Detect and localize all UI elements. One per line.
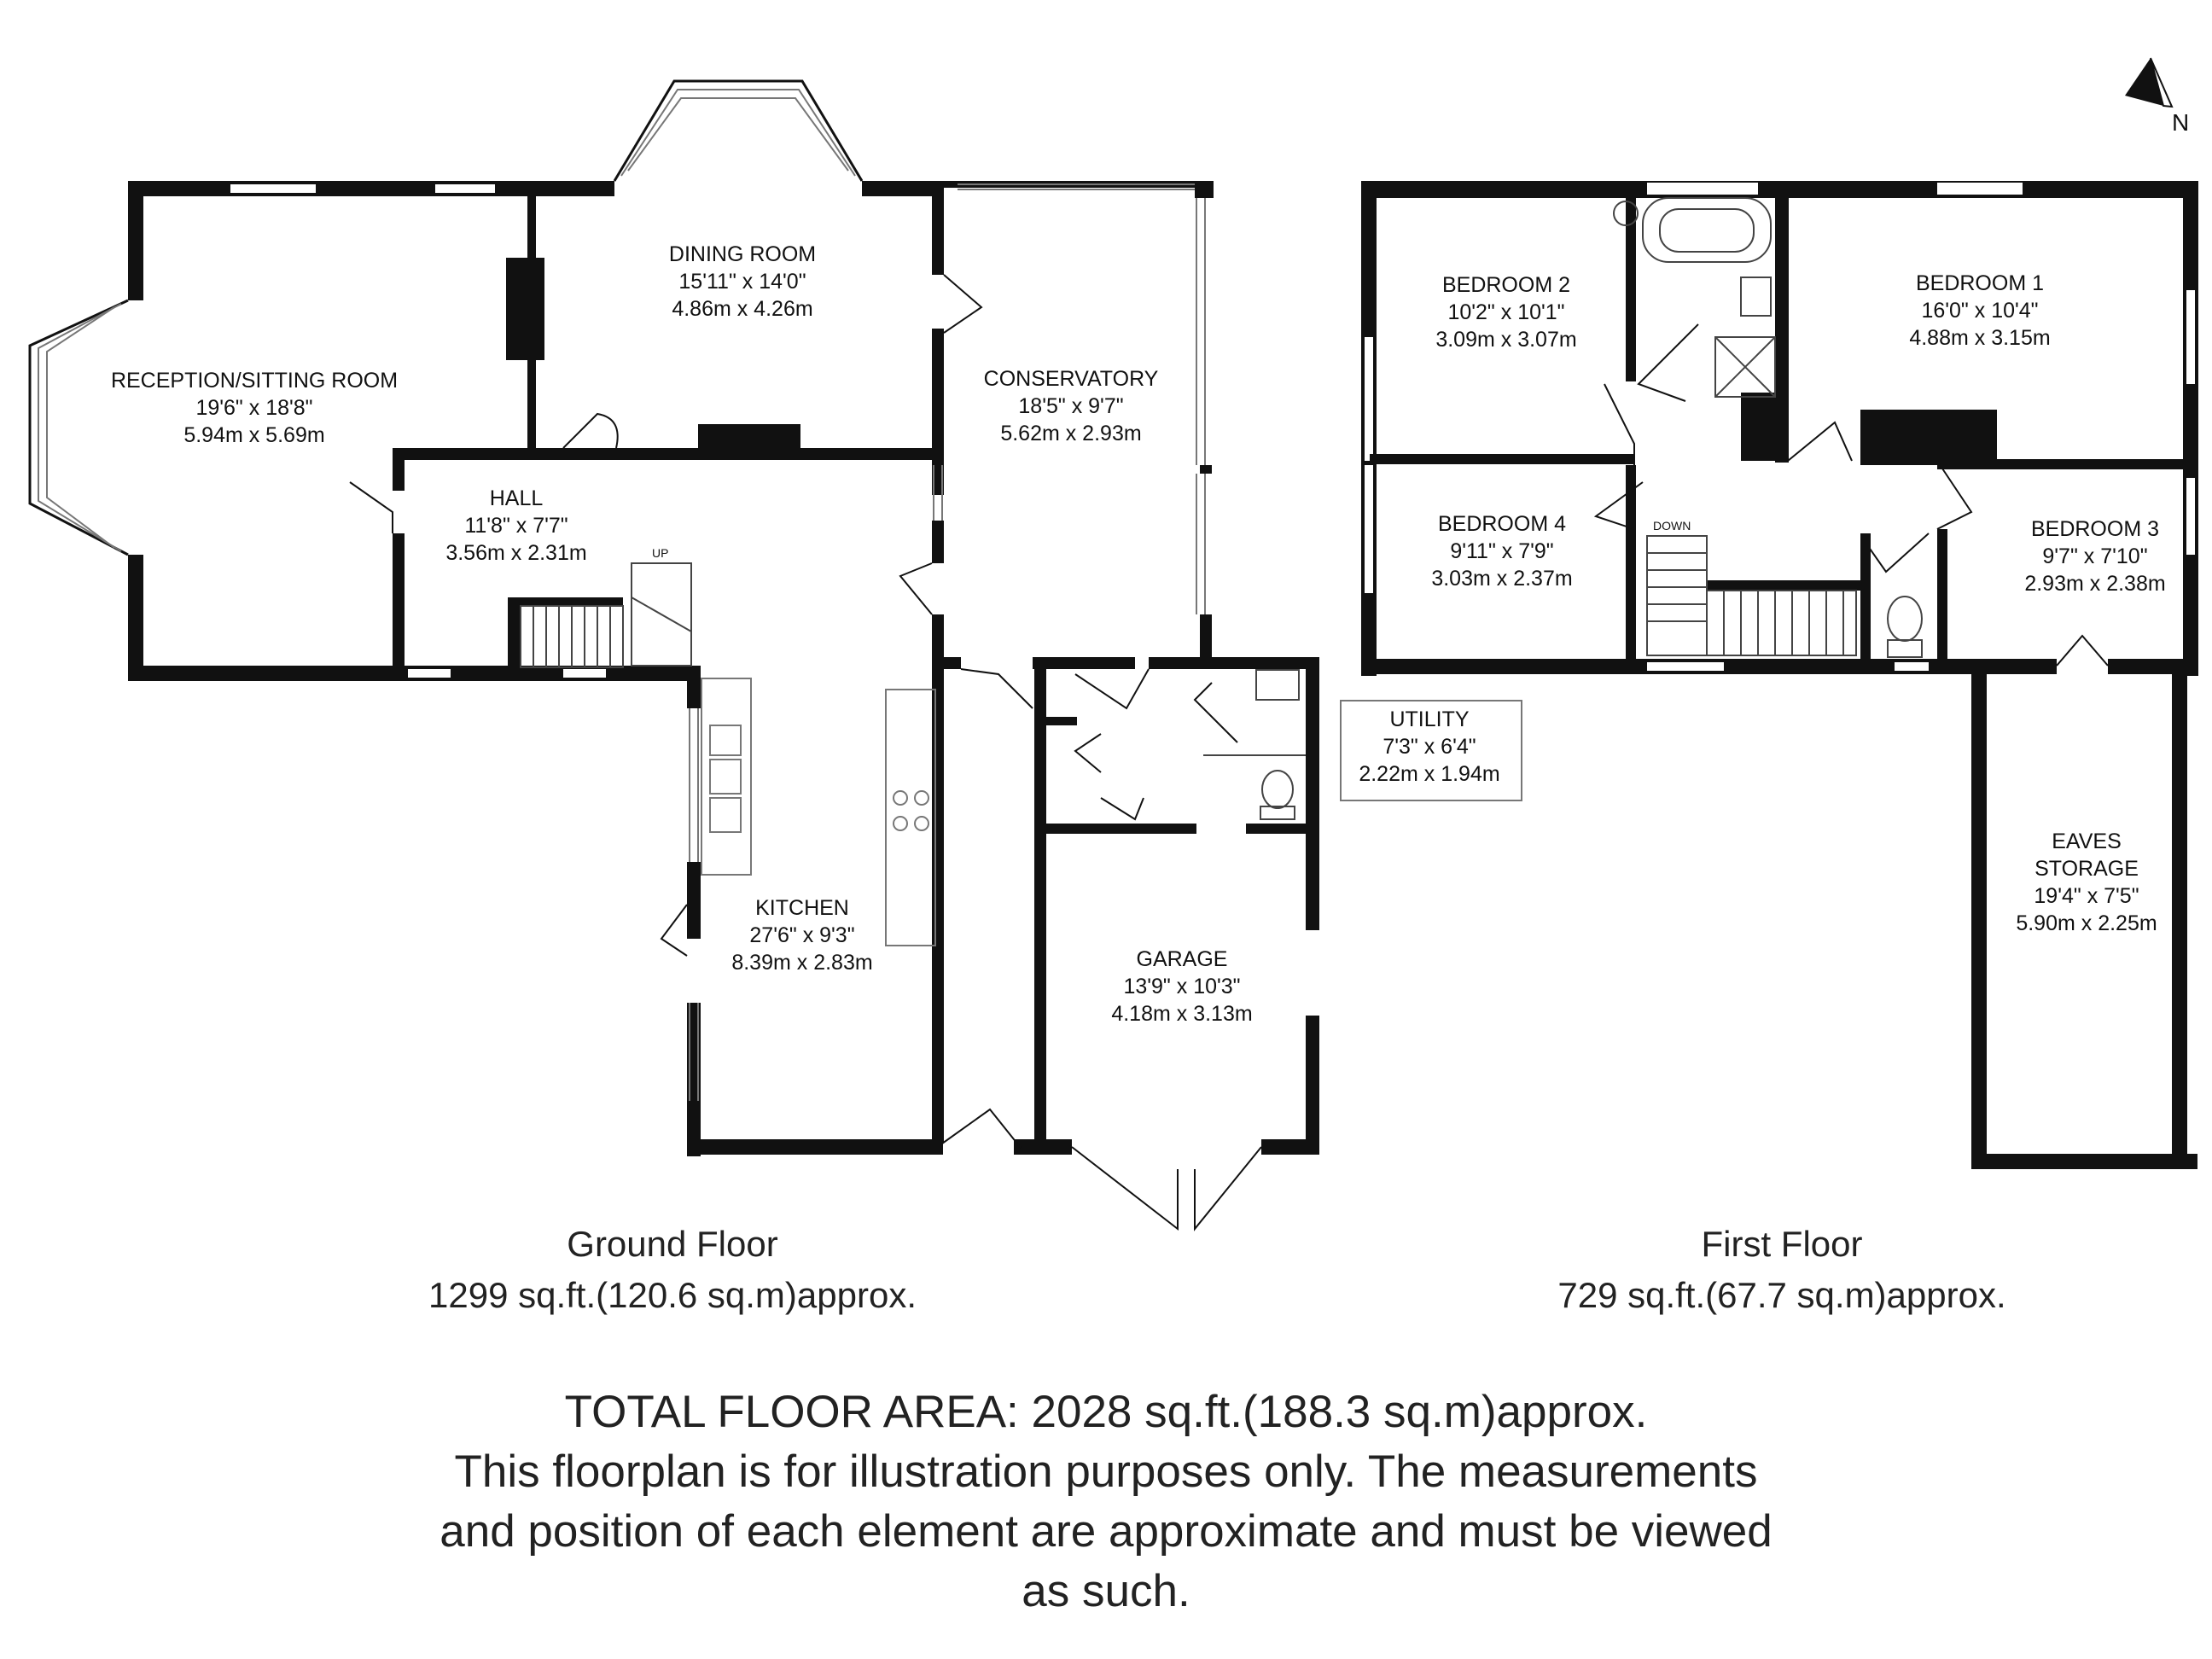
stairs-up-label: UP — [652, 546, 669, 560]
room-imperial: 16'0" x 10'4" — [1921, 299, 2039, 323]
room-imperial: 11'8" x 7'7" — [464, 514, 568, 538]
total-floor-area: TOTAL FLOOR AREA: 2028 sq.ft.(188.3 sq.m)approx. — [564, 1387, 1648, 1437]
room-imperial: 9'11" x 7'9" — [1450, 539, 1554, 563]
floor-title: First Floor — [1701, 1224, 1863, 1264]
room-imperial: 10'2" x 10'1" — [1447, 300, 1565, 324]
dining-bay-window — [614, 81, 862, 181]
room-label-reception — [111, 367, 398, 449]
room-label-bedroom1 — [1909, 270, 2050, 352]
room-name: CONSERVATORY — [983, 367, 1159, 391]
disclaimer-line: and position of each element are approximate and must be viewed — [439, 1506, 1773, 1557]
room-metric: 5.62m x 2.93m — [1000, 422, 1142, 445]
disclaimer-line: as such. — [1022, 1566, 1190, 1616]
room-name: BEDROOM 1 — [1915, 271, 2045, 295]
floor-area: 729 sq.ft.(67.7 sq.m)approx. — [1557, 1275, 2006, 1315]
room-label-dining — [669, 241, 816, 323]
room-label-kitchen — [731, 894, 872, 976]
north-arrow-icon — [2125, 58, 2172, 107]
room-label-bedroom3 — [2024, 515, 2165, 597]
first-floor-caption — [1557, 1219, 2005, 1321]
room-metric: 4.88m x 3.15m — [1909, 326, 2051, 350]
room-label-conservatory — [984, 365, 1159, 447]
disclaimer-line: This floorplan is for illustration purposes only. The measurements — [454, 1447, 1758, 1497]
room-metric: 2.93m x 2.38m — [2024, 572, 2166, 596]
room-label-garage — [1111, 946, 1252, 1027]
first-stairs — [1647, 536, 1856, 655]
room-name: RECEPTION/SITTING ROOM — [110, 369, 399, 393]
room-metric: 3.56m x 2.31m — [445, 541, 587, 565]
room-metric: 2.22m x 1.94m — [1359, 762, 1500, 786]
room-name: BEDROOM 2 — [1441, 273, 1571, 297]
room-label-eaves — [2016, 828, 2157, 937]
room-metric: 8.39m x 2.83m — [731, 951, 873, 975]
disclaimer-note — [439, 1382, 1773, 1621]
room-imperial: 19'6" x 18'8" — [195, 396, 313, 420]
room-imperial: 13'9" x 10'3" — [1123, 975, 1241, 998]
room-label-utility — [1359, 706, 1499, 788]
utility-sanitary — [1203, 670, 1306, 819]
room-imperial: 27'6" x 9'3" — [749, 923, 855, 947]
room-label-hall — [445, 485, 586, 567]
room-imperial: 9'7" x 7'10" — [2042, 544, 2148, 568]
room-name: BEDROOM 4 — [1437, 512, 1567, 536]
room-label-bedroom2 — [1435, 271, 1576, 353]
north-label: N — [2172, 109, 2190, 136]
ground-stairs — [521, 563, 691, 667]
room-name: UTILITY — [1389, 707, 1470, 731]
room-name: BEDROOM 3 — [2030, 517, 2160, 541]
room-imperial: 18'5" x 9'7" — [1018, 394, 1124, 418]
room-label-bedroom4 — [1431, 510, 1572, 592]
kitchen-fittings — [690, 678, 935, 1101]
room-metric: 4.86m x 4.26m — [672, 297, 813, 321]
stairs-down-label: DOWN — [1653, 519, 1691, 533]
room-name: HALL — [489, 486, 544, 510]
room-imperial: 19'4" x 7'5" — [2034, 884, 2139, 908]
room-name: DINING ROOM — [668, 242, 817, 266]
room-imperial: 15'11" x 14'0" — [678, 270, 806, 294]
room-metric: 3.09m x 3.07m — [1435, 328, 1577, 352]
first-doors — [1596, 324, 2108, 666]
room-name-2: STORAGE — [2034, 857, 2139, 881]
room-metric: 3.03m x 2.37m — [1431, 567, 1573, 591]
ground-floor-caption — [428, 1219, 917, 1321]
room-imperial: 7'3" x 6'4" — [1382, 735, 1476, 759]
room-metric: 5.90m x 2.25m — [2016, 911, 2157, 935]
room-metric: 4.18m x 3.13m — [1111, 1002, 1253, 1026]
floor-area: 1299 sq.ft.(120.6 sq.m)approx. — [428, 1275, 917, 1315]
room-name: EAVES — [2052, 830, 2122, 853]
room-name: KITCHEN — [755, 896, 849, 920]
room-name: GARAGE — [1136, 947, 1228, 971]
floor-title: Ground Floor — [567, 1224, 778, 1264]
room-metric: 5.94m x 5.69m — [183, 423, 325, 447]
